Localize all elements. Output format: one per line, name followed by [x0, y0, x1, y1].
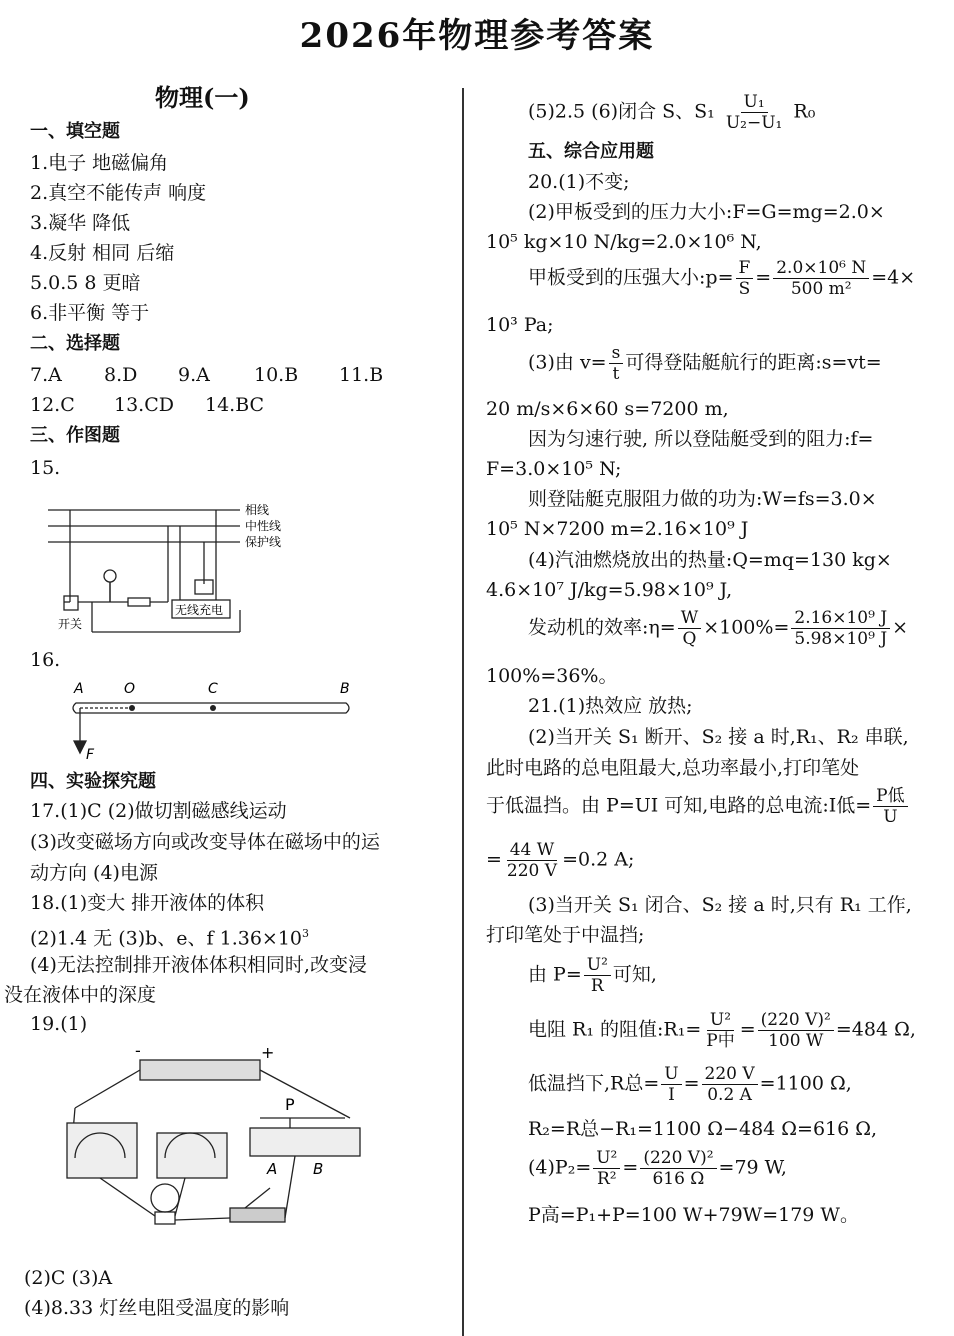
answer-q20-10: 则登陆艇克服阻力做的功为:W=fs=3.0× — [528, 488, 877, 510]
experiment-circuit — [55, 1048, 375, 1248]
switch-label: 开关 — [58, 617, 83, 631]
answer-q21-7: 打印笔处于中温挡; — [486, 924, 645, 946]
choice-14: 14.BC — [205, 394, 265, 416]
answer-q21-3: 此时电路的总电阻最大,总功率最小,打印笔处 — [486, 757, 860, 779]
answer-q20-6: (3)由 v= $\frac{s}{t}$ 可得登陆艇航行的距离:s=vt= — [528, 343, 882, 384]
answer-q21-2: (2)当开关 S₁ 断开、S₂ 接 a 时,R₁、R₂ 串联, — [528, 726, 909, 748]
answer-q20-9: F=3.0×10⁵ N; — [486, 458, 622, 480]
wire-label-neutral: 中性线 — [245, 519, 282, 533]
answer-q20-14: 发动机的效率:η= $\frac{W}{Q}$ ×100%= $\frac{\text{2.16×10⁹ J}}{\text{5.98×10⁹ J}}$ × — [528, 608, 909, 649]
circuit-label-p: P — [285, 1095, 295, 1114]
wire-label-live: 相线 — [245, 503, 270, 517]
section-title: 物理(一) — [155, 83, 250, 112]
force-label-f: F — [86, 747, 95, 763]
answer-q21-5: = $\frac{44 W}{220 V}$ =0.2 A; — [486, 840, 635, 881]
pivot-point-o — [129, 705, 135, 711]
answer-q19-2: (2)C (3)A — [24, 1267, 113, 1289]
choice-12: 12.C — [30, 394, 75, 416]
answer-q19-4: (4)8.33 灯丝电阻受温度的影响 — [24, 1297, 290, 1319]
answer-q21-10: 低温挡下,R总= $\frac{U}{I}$ = $\frac{220 V}{0.2 A}$ =1100 Ω, — [528, 1064, 852, 1105]
synthesis-heading: 五、综合应用题 — [528, 141, 654, 162]
choice-9: 9.A — [178, 364, 210, 386]
answer-q17-2: (3)改变磁场方向或改变导体在磁场中的运 — [30, 831, 380, 853]
choice-11: 11.B — [339, 364, 384, 386]
drawing-heading: 三、作图题 — [30, 425, 120, 446]
answer-q20-5: 10³ Pa; — [486, 314, 554, 336]
lever-label-b: B — [340, 681, 350, 697]
page-title: 2026年物理参考答案 — [299, 16, 655, 56]
answer-q21-13: P高=P₁+P=100 W+79W=179 W。 — [528, 1204, 859, 1226]
choice-heading: 二、选择题 — [30, 333, 120, 354]
answer-q18-3: (4)无法控制排开液体体积相同时,改变浸 — [30, 954, 367, 976]
answer-q4: 4.反射 相同 后缩 — [30, 242, 175, 264]
circuit-label-minus: - — [135, 1048, 141, 1060]
answer-q21-11: R₂=R总−R₁=1100 Ω−484 Ω=616 Ω, — [528, 1118, 878, 1140]
lever-label-a: A — [74, 681, 84, 697]
point-c — [210, 705, 216, 711]
answer-q20-13: 4.6×10⁷ J/kg=5.98×10⁹ J, — [486, 579, 733, 601]
experiment-heading: 四、实验探究题 — [30, 771, 156, 792]
answer-q18-2: (2)1.4 无 (3)b、e、f $1.36\times 10^3$ — [30, 927, 310, 950]
answer-q6: 6.非平衡 等于 — [30, 302, 150, 324]
answer-q21-12: (4)P₂= $\frac{\text{U²}}{\text{R²}}$ = $\frac{\text{(220 V)²}}{616 \Omega}$ =79 W, — [528, 1148, 787, 1189]
answer-q20-2: (2)甲板受到的压力大小:F=G=mg=2.0× — [528, 201, 885, 223]
answer-q20-8: 因为匀速行驶, 所以登陆艇受到的阻力:f= — [528, 428, 874, 450]
answer-q20-4: 甲板受到的压强大小:p= $\frac{F}{S}$ = $\frac{\text{2.0×10⁶ N}}{\text{500 m²}}$ =4× — [528, 258, 916, 299]
answer-q20-11: 10⁵ N×7200 m=2.16×10⁹ J — [486, 518, 749, 540]
answer-q18-1: 18.(1)变大 排开液体的体积 — [30, 892, 265, 914]
answer-q1: 1.电子 地磁偏角 — [30, 152, 169, 174]
answer-q21-1: 21.(1)热效应 放热; — [528, 695, 693, 717]
q15-label: 15. — [30, 457, 61, 479]
answer-q17-1: 17.(1)C (2)做切割磁感线运动 — [30, 800, 287, 822]
column-divider — [462, 88, 464, 1336]
answer-q20-1: 20.(1)不变; — [528, 171, 630, 193]
answer-q2: 2.真空不能传声 响度 — [30, 182, 207, 204]
answer-q18-4: 没在液体中的深度 — [4, 984, 157, 1006]
answer-q21-4: 于低温挡。由 P=UI 可知,电路的总电流:I低= $\frac{\text{P低}}{U}$ — [486, 786, 910, 827]
circuit-label-a: A — [267, 1160, 278, 1178]
answer-q21-6: (3)当开关 S₁ 闭合、S₂ 接 a 时,只有 R₁ 工作, — [528, 894, 912, 916]
choice-8: 8.D — [104, 364, 138, 386]
answer-q17-3: 动方向 (4)电源 — [30, 862, 158, 884]
answer-q3: 3.凝华 降低 — [30, 212, 131, 234]
q16-label: 16. — [30, 649, 61, 671]
lever-label-c: C — [208, 681, 218, 697]
circuit-label-plus: + — [261, 1048, 275, 1062]
answer-q20-7: 20 m/s×6×60 s=7200 m, — [486, 398, 729, 420]
answer-q20-3: 10⁵ kg×10 N/kg=2.0×10⁶ N, — [486, 231, 762, 253]
circuit-label-b: B — [313, 1160, 324, 1178]
choice-10: 10.B — [254, 364, 299, 386]
fill-heading: 一、填空题 — [30, 121, 120, 142]
charger-label: 无线充电 — [175, 603, 224, 617]
wiring-diagram — [40, 492, 300, 637]
answer-q5: 5.0.5 8 更暗 — [30, 272, 141, 294]
answer-q21-9: 电阻 R₁ 的阻值:R₁= $\frac{\text{U²}}{\text{P中}}$ = $\frac{\text{(220 V)²}}{100 W}$ =484 Ω, — [528, 1010, 916, 1051]
answer-q21-8: 由 P= $\frac{\text{U²}}{R}$ 可知, — [528, 955, 657, 996]
lever-diagram — [60, 675, 360, 765]
wire-label-ground: 保护线 — [245, 535, 282, 549]
answer-q19-1: 19.(1) — [30, 1013, 88, 1035]
choice-13: 13.CD — [114, 394, 174, 416]
lever-label-o: O — [124, 681, 136, 697]
choice-7: 7.A — [30, 364, 62, 386]
answer-q20-15: 100%=36%。 — [486, 665, 618, 687]
answer-r1: (5)2.5 (6)闭合 S、S₁ $\frac{\text{U₁}}{\text{U₂−U₁}}$ R₀ — [528, 92, 816, 133]
answer-q20-12: (4)汽油燃烧放出的热量:Q=mq=130 kg× — [528, 549, 892, 571]
